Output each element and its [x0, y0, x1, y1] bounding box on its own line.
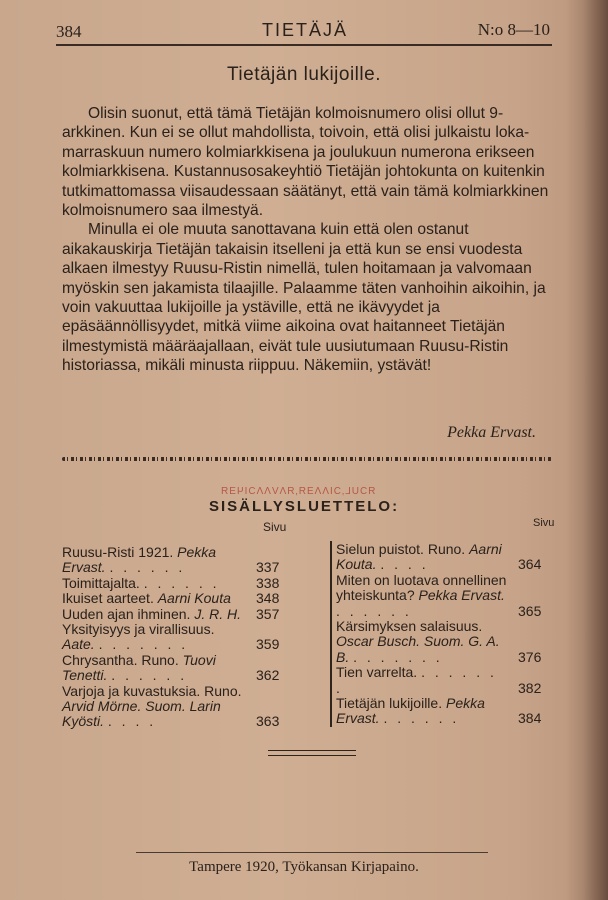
toc-dot-leader: . . . . . . . — [98, 636, 189, 653]
toc-entry-page: 363 — [256, 713, 280, 730]
toc-entry-page: 337 — [256, 559, 280, 576]
toc-dot-leader: . . . . — [107, 713, 157, 730]
toc-entry-page: 376 — [518, 648, 542, 665]
toc-entry — [62, 576, 292, 591]
toc-entry-page: 362 — [256, 667, 280, 684]
toc-dot-leader: . . . . . . — [109, 559, 186, 576]
toc-dot-leader: . . . . . . — [111, 667, 188, 684]
toc-entry-author: Aate. — [62, 636, 95, 653]
toc-entry-author: Tuovi Tenetti. — [62, 651, 216, 684]
toc-entry — [336, 542, 554, 573]
toc-entry — [62, 684, 292, 730]
article-title: Tietäjän lukijoille. — [227, 64, 381, 85]
toc-entry-title: Tietäjän lukijoille. — [336, 695, 443, 712]
toc-entry-title: Tien varrelta. — [336, 664, 418, 681]
toc-entry-page: 357 — [256, 605, 280, 622]
toc-entry-page: 338 — [256, 574, 280, 591]
toc-dot-leader: . . . . — [380, 556, 429, 573]
bleed-through-text: ЯƆUL‚ƆIΛΛƎЯ‚ЯΛVΛΛƆIЧƎЯ — [220, 486, 376, 497]
article-paragraph-1: Olisin suonut, että tämä Tietäjän kolmoisnumero olisi ollut 9-arkkinen. Kun ei se ollut mahdollista, toivoin, että olisi julkaistu loka-marraskuun numero kolmiarkkisena ja joulukuun numerona erikseen kolmiarkkisena. Kustannusosakeyhtiö Tietäjän johtokunta on kuitenkin tutkimattomassa viisaudessaan säätänyt, että vain tämä kolmiarkkinen kolmoisnumero saa ilmestyä. — [62, 105, 549, 220]
article-signature: Pekka Ervast. — [447, 424, 536, 441]
toc-entry-author: Arvid Mörne. Suom. Larin Kyösti. — [62, 698, 221, 730]
toc-entry — [336, 696, 554, 727]
footer-rule — [136, 852, 488, 853]
toc-entry-page: 364 — [518, 556, 542, 573]
issue-number: N:o 8—10 — [477, 20, 550, 39]
toc-column-divider — [330, 541, 332, 727]
toc-entry — [62, 653, 292, 684]
toc-dot-leader: . . . . . . — [143, 574, 220, 591]
running-title: TIETÄJÄ — [262, 20, 349, 40]
toc-entry-title: Uuden ajan ihminen. — [62, 605, 191, 622]
toc-dot-leader: . . . . . . — [383, 710, 460, 727]
toc-entry-author: Pekka Ervast. — [336, 695, 485, 727]
toc-entry-author: Oscar Busch. Suom. G. A. B. — [336, 633, 500, 665]
printer-imprint: Tampere 1920, Työkansan Kirjapaino. — [189, 859, 419, 875]
toc-entry-page: 382 — [518, 679, 542, 696]
toc-entry-title: Miten on luotava onnellinen yhteiskunta? — [336, 571, 507, 604]
toc-entry-title: Kärsimyksen salaisuus. — [336, 618, 483, 635]
toc-dot-leader: . . . . . . . — [353, 648, 443, 665]
toc-entry-author: J. R. H. — [194, 605, 241, 622]
toc-entry-author: Pekka Ervast. — [62, 544, 217, 576]
toc-entry-page: 348 — [256, 590, 280, 607]
toc-entry-author: Aarni Kouta. — [336, 541, 502, 573]
toc-column-left — [62, 545, 292, 730]
toc-entry-page: 384 — [518, 710, 542, 727]
page-number: 384 — [56, 22, 82, 41]
toc-entry — [62, 591, 292, 606]
toc-entry-title: Sielun puistot. Runo. — [336, 541, 466, 557]
toc-page-label-left: Sivu — [263, 520, 287, 534]
toc-entry — [336, 665, 554, 696]
toc-entry — [336, 619, 554, 665]
decorative-rule — [62, 453, 552, 465]
header-rule — [56, 44, 552, 46]
end-double-rule-bottom — [268, 755, 356, 756]
toc-dot-leader: . . . . . . . — [336, 664, 497, 696]
book-spine-shadow — [566, 0, 608, 900]
toc-entry-title: Ikuiset aarteet. — [62, 590, 154, 607]
toc-entry — [62, 607, 292, 622]
toc-entry-page: 359 — [256, 636, 280, 653]
toc-entry-title: Toimittajalta. — [62, 574, 140, 591]
toc-heading: SISÄLLYSLUETTELO: — [208, 498, 400, 515]
toc-entry — [62, 622, 292, 653]
toc-entry-author: Pekka Ervast. — [418, 587, 505, 604]
article-paragraph-2: Minulla ei ole muuta sanottavana kuin että olen ostanut aikakauskirja Tietäjän takaisin itselleni ja että kun se ensi vuodesta alkaen ilmestyy Ruusu-Ristin nimellä, tulen hoitamaan ja valvomaan myöskin sen jakamista tilaajille. Palaamme täten vanhoihin aikoihin, ja voin vakuuttaa lukijoille ja ystäville, että ne ikävyydet ja epäsäännöllisyydet, mitkä viime aikoina ovat haitanneet Tietäjän ilmestymistä määräajallaan, eivät tule uusiutumaan Ruusu-Ristin historiassa, mikäli minusta riippuu. Näkemiin, ystävät! — [62, 221, 546, 375]
toc-column-right — [336, 542, 554, 727]
toc-entry — [62, 545, 292, 576]
toc-dot-leader: . . . . . . — [336, 602, 412, 619]
toc-page-label-right: Sivu — [533, 517, 555, 529]
toc-entry-title: Chrysantha. Runo. — [62, 651, 179, 668]
end-double-rule-top — [268, 750, 356, 751]
toc-entry-title: Ruusu-Risti 1921. — [62, 544, 174, 560]
toc-entry-title: Varjoja ja kuvastuksia. Runo. — [62, 682, 242, 699]
toc-entry-page: 365 — [518, 602, 542, 619]
toc-entry — [336, 573, 554, 619]
article-body — [62, 104, 552, 376]
toc-entry-author: Aarni Kouta — [157, 590, 231, 607]
toc-entry-title: Yksityisyys ja virallisuus. — [62, 621, 215, 638]
